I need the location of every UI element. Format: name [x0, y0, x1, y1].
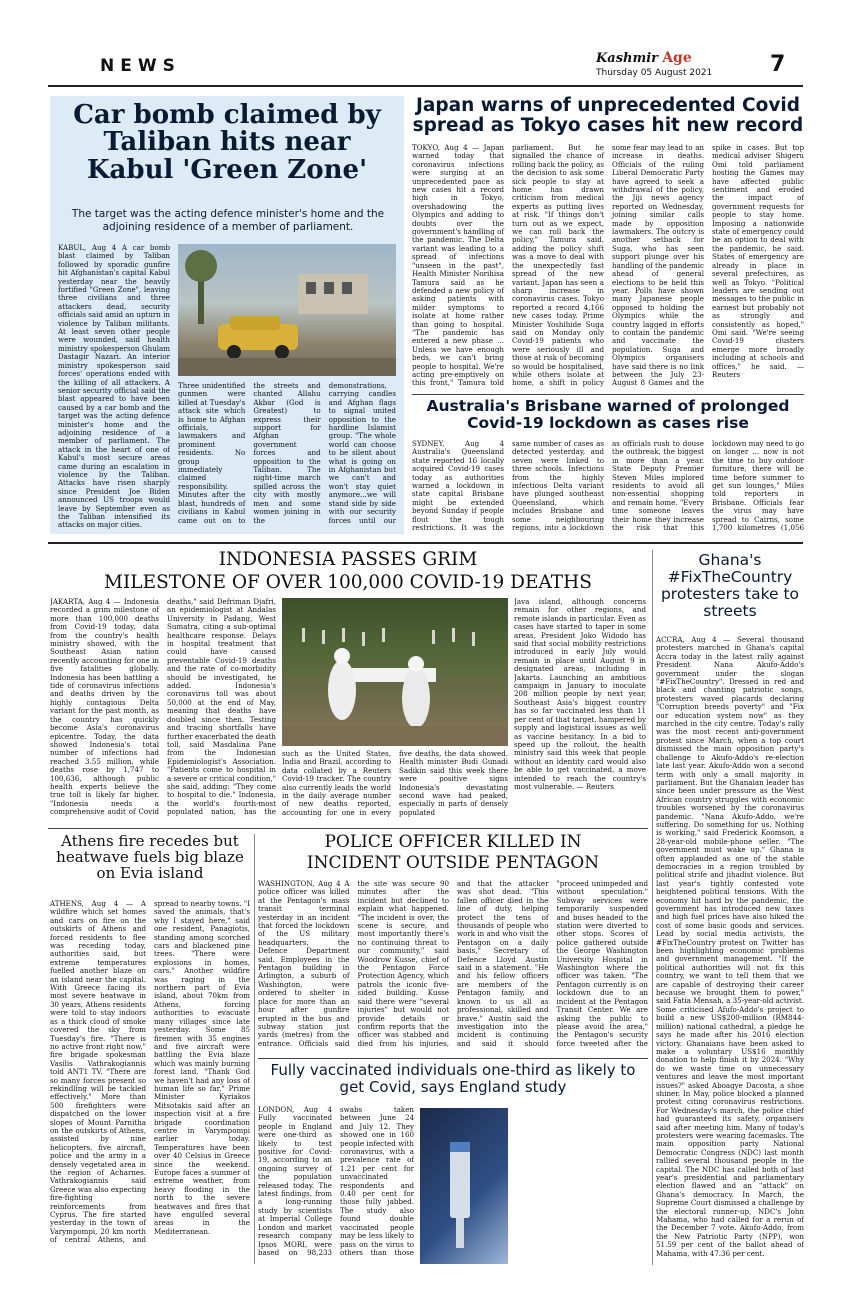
page-number: 7: [770, 52, 786, 77]
vaccine-vial-illustration: [420, 1108, 508, 1264]
kabul-body-left: KABUL, Aug 4 A car bomb blast claimed by Taliban followed by sporadic gunfire hit Afghanistan's capital Kabul yesterday near the heavily fortified "Green Zone", leaving three civilians and three attackers dead, security officials said amid an upturn in violence by Taliban militants. At least seven other people were wounded, said health ministry spokesperson Ghulam Dastagir Nazari. An interior ministry spokesperson said forces' operations ended with the killing of all attackers. A senior security official said the blast appeared to have been caused by a car bomb and the target was the acting defence minister's home and the adjoining residence of a member of parliament. The attack in the heart of one of Kabul's most secure areas came during an escalation in violence by the Taliban. Attacks have risen sharply since President Joe Biden announced US troops would leave by September even as the Taliban intensified its attacks on major cities.: [58, 244, 170, 530]
athens-headline: Athens fire recedes but heatwave fuels big blaze on Evia island: [56, 834, 244, 882]
indonesia-body-left: JAKARTA, Aug 4 — Indonesia recorded a grim milestone of more than 100,000 deaths from Covid-19 today, data from the country's health ministry showed, with the Southeast Asian nation recently accounting for one in five fatalities globally. Indonesia has been battling a tide of coronavirus infections and deaths driven by the highly contagious Delta variant for the past month, as the country has quickly become Asia's coronavirus epicentre. Today, the data showed Indonesia's total number of infections had reached 3.55 million, while deaths rose by 1,747 to 100,636, although public health experts believe the true toll is likely far higher. "Indonesia needs a comprehensive audit of Covid deaths," said Defriman Djafri, an epidemiologist at Andalas University in Padang, West Sumatra, citing a sub-optimal healthcare response. Delays in hospital treatment that could have caused preventable Covid-19 deaths and the rate of co-morbidity should be investigated, he added. Indonesia's coronavirus toll was about 50,000 at the end of May, meaning that deaths have doubled since then. Testing and tracing shortfalls have further exacerbated the death toll, said Masdalina Pane from the Indonesian Epidemiologist's Association. "Patients come to hospital in a severe or critical condition," she said, adding: "They come to hospital to die." Indonesia, the world's fourth-most populated nation, has the: [50, 598, 276, 817]
upper-section-rule: [48, 542, 803, 544]
indonesia-headline-2: MILESTONE OF OVER 100,000 COVID-19 DEATHS: [104, 573, 592, 593]
kabul-story: [50, 96, 404, 534]
ghana-body: ACCRA, Aug 4 — Several thousand protesters marched in Ghana's capital Accra today in the latest rally against President Nana Akufo-Addo's government under the slogan "#FixTheCountry". Dressed in red and black and chanting patriotic songs, protesters waved placards declaring "Corruption breeds poverty" and "Fix our education system now" as they marched in the city centre. Today's rally was the most recent anti-government protest since March, when a top court dismissed the main opposition party's challenge to Akufo-Addo's re-election late last year. Akufo-Addo won a second term with only a small majority in parliament. But the Ghanaian leader has since been under pressure as the West African country struggles with economic troubles worsened by the coronavirus pandemic. "Nana Akufo-Addo, we're suffering. Do something for us. Nothing is working," said Frederick Koomson, a 28-year-old mobile-phone seller. "The government must wake up." Ghana is often applauded as one of the stable democracies in a region troubled by political strife and jihadist violence. But last year's tightly contested vote heightened political tensions. With the economy hit hard by the pandemic, the government has introduced new taxes and high fuel prices have also hiked the cost of some basic goods and services. Lead by social media activists, the #FixTheCountry protest on Twitter has been highlighting economic problems and government management. "If the political authorities will not fix this country, we want to tell them that we are capable of destroying their career because we brought them to power," said Fatia Mensah, a 35-year-old activist. Some criticised Afufo-Addo's project to build a new US$200-million (RM844-million) national cathedral, a pledge he says he made after his 2016 election victory. Ghanaians have been asked to make a voluntary US$16 monthly donation to help finish it by 2024. "Why do we waste time on unnecessary ventures and leave the most important issues?" asked Aboagye Dacosta, a shoe shiner. In May, police blocked a planned protest citing coronavirus restrictions. For Wednesday's march, the police chief had guaranteed its safety, organisers said after meeting him. Many of today's protesters were wearing facemasks. The main opposition party National Democratic Congress (NDC) last month rallied several thousand people in the capital. The NDC has called both of last year's presidential and parliamentary election flawed and an "attack" on Ghana's democracy. In March, the Supreme Court dismissed a challenge by the electoral runner-up, NDC's John Mahama, who had called for a rerun of the December 7 vote. Akufo-Addo, from the New Patriotic Party (NPP), won 51.59 per cent of the ballot ahead of Mahama, with 47.36 per cent.: [656, 636, 804, 1258]
england-photo: [420, 1108, 508, 1264]
pentagon-headline-2: INCIDENT OUTSIDE PENTAGON: [306, 855, 600, 873]
masthead-word-1: Kashmir: [596, 51, 659, 66]
pentagon-rule: [258, 1058, 648, 1059]
england-headline: Fully vaccinated individuals one-third as likely to get Covid, says England study: [270, 1062, 636, 1096]
masthead: [596, 50, 716, 68]
header-rule: [48, 85, 803, 87]
indonesia-photo: [282, 598, 508, 746]
indonesia-headline-1: INDONESIA PASSES GRIM: [218, 550, 478, 570]
pentagon-body: WASHINGTON, Aug 4 A police officer was killed at the Pentagon's mass transit terminal yesterday in an incident that forced the lockdown of the US military headquarters, the Defence Department said. Employees in the Pentagon building in Arlington, a suburb of Washington, were ordered to shelter in place for more than an hour after gunfire erupted in the bus and subway station just yards (metres) from the entrance. Officials said the site was secure 90 minutes after the incident but declined to explain what happened. "The incident is over, the scene is secure, and most importantly there's no continuing threat to our community," said Woodrow Kusse, chief of the Pentagon Force Protection Agency, which patrols the iconic five-sided building. Kusse said there were "several injuries" but would not provide details or confirm reports that the officer was stabbed and died from his injuries, and that the attacker was shot dead. "This fallen officer died in the line of duty, helping protect the tens of thousands of people who work in and who visit the Pentagon on a daily basis," Secretary of Defence Lloyd Austin said in a statement. "He and his fellow officers are members of the Pentagon family, and known to us all as professional, skilled and brave." Austin said the investigation into the incident is continuing and said it should "proceed unimpeded and without speculation." Subway services were temporarily suspended and buses headed to the station were diverted to other stops. Scores of police gathered outside the George Washington University Hospital in Washington where the officer was taken. "The Pentagon currently is on lockdown due to an incident at the Pentagon Transit Center. We are asking the public to please avoid the area," the Pentagon's security force tweeted after the: [258, 880, 648, 1048]
section-label: NEWS: [100, 56, 181, 76]
car-wreck-illustration: [178, 244, 396, 376]
england-body-left: LONDON, Aug 4 Fully vaccinated people in England were one-third as likely to test positive for Covid-19, according to an ongoing survey of the population released today. The latest findings, from a long-running study by scientists at Imperial College London and market research company Ipsos MORI, were based on 98,233 swabs taken between June 24 and July 12. They showed one in 160 people infected with coronavirus, with a prevalence rate of 1.21 per cent for unvaccinated respondents and 0.40 per cent for those fully jabbed. The study also found double vaccinated people may be less likely to pass on the virus to others than those: [258, 1106, 414, 1257]
kabul-subhead: The target was the acting defence minister's home and the adjoining residence of a member of parliament.: [71, 208, 385, 233]
kabul-headline: Car bomb claimed by Taliban hits near Kabul 'Green Zone': [73, 102, 381, 185]
athens-divider: [254, 834, 255, 1264]
ghana-headline: Ghana's #FixTheCountry protesters take to streets: [660, 552, 800, 621]
indonesia-body-mid: such as the United States, India and Brazil, according to data collated by a Reuters Covid-19 tracker. The country also currently leads the world in the daily average number of new deaths reported, accounting for one in every five deaths, the data showed. Health minister Budi Gunadi Sadikin said this week there were positive signs Indonesia's devastating second wave had peaked, especially in parts of densely populated: [282, 750, 508, 817]
japan-rule: [412, 394, 804, 395]
ghana-divider: [652, 550, 653, 1265]
issue-date: Thursday 05 August 2021: [596, 68, 713, 78]
burial-illustration: [282, 598, 508, 746]
japan-headline: Japan warns of unprecedented Covid spread as Tokyo cases hit new record: [412, 96, 804, 137]
brisbane-headline: Australia's Brisbane warned of prolonged Covid-19 lockdown as cases rise: [426, 398, 790, 433]
athens-body: ATHENS, Aug 4 — A wildfire which set homes and cars on fire on the outskirts of Athens and forced residents to flee was receding today, authorities said, but extreme temperatures fuelled another blaze on an island near the capital. With Greece facing its most severe heatwave in 30 years, Athens residents were told to stay indoors as a thick cloud of smoke covered the sky from Tuesday's fire. "There is no active front right now," fire brigade spokesman Vasilis Vathrakogiannis told ANT1 TV. "There are so many forces present so rekindling will be tackled effectively." More than 500 firefighters were dispatched on the lower slopes of Mount Parnitha on the outskirts of Athens, assisted by nine helicopters, five aircraft, police and the army in a densely vegetated area in the region of Acharnes. Vathrakogiannis said Greece was also expecting fire-fighting reinforcements from Cyprus. The fire started yesterday in the town of Varympompi, 20 km north of central Athens, and spread to nearby towns. "I saved the animals, that's why I stayed here," said one resident, Panagiotis, standing among scorched cars and blackened pine trees. "There were explosions in homes, cars." Another wildfire was raging in the northern part of Evia island, about 70km from Athens, forcing authorities to evacuate many villages since late yesterday. Some 85 firemen with 35 engines and five aircraft were battling the Evia blaze which was mainly burning forest land. "Thank God we haven't had any loss of human life so far," Prime Minister Kyriakos Mitsotakis said after an inspection visit at a fire brigade coordination centre in Varympompi earlier today. Temperatures have been over 40 Celsius in Greece since the weekend. Europe faces a summer of extreme weather, from heavy flooding in the north to the severe heatwaves and fires that have engulfed several areas in the Mediterranean.: [50, 900, 250, 1245]
indonesia-body-right: Java island, although concerns remain for other regions, and remote islands in particular. Even as cases have started to taper in some areas, President Joko Widodo has said that social mobility restrictions introduced in early July would remain in place until August 9 in designated areas, including in Jakarta. Launching an ambitious campaign in January to inoculate 208 million people by next year, Southeast Asia's biggest country has so far vaccinated less than 11 per cent of that target, hampered by supply and logistical issues as well as vaccine hesitancy. In a bid to speed up the rollout, the health ministry said this week that people without an identity card would also be able to get vaccinated, a move intended to reach the country's most vulnerable. — Reuters: [514, 598, 646, 791]
kabul-photo: [178, 244, 396, 376]
japan-body: TOKYO, Aug 4 — Japan warned today that coronavirus infections were surging at an unprecedented pace as new cases hit a record high in Tokyo, overshadowing the Olympics and adding to doubts over the government's handling of the pandemic. The Delta variant was leading to a spread of infections "unseen in the past", Health Minister Norihisa Tamura said as he defended a new policy of asking patients with milder symptoms to isolate at home rather than going to hospital. "The pandemic has entered a new phase ... Unless we have enough beds, we can't bring people to hospital. We're acting pre-emptively on this front," Tamura told parliament. But he signalled the chance of rolling back the policy, as the decision to ask some sick people to stay at home has drawn criticism from medical experts as putting lives at risk. "If things don't turn out as we expect, we can roll back the policy," Tamura said, adding the policy shift was a move to deal with the unexpectedly fast spread of the new variant. Japan has seen a sharp increase in coronavirus cases. Tokyo reported a record 4,166 new cases today. Prime Minister Yoshihide Suga said on Monday only Covid-19 patients who were seriously ill and those at risk of becoming so would be hospitalised, while others isolate at home, a shift in policy some fear may lead to an increase in deaths. Officials of the ruling Liberal Democratic Party have agreed to seek a withdrawal of the policy, the Jiji news agency reported on Wednesday, joining similar calls made by opposition lawmakers. The outcry is another setback for Suga, who has seen support plunge over his handling of the pandemic ahead of general elections to be held this year. Polls have shown many Japanese people opposed to holding the Olympics while the country lagged in efforts to contain the pandemic and vaccinate the population. Suga and Olympics organisers have said there is no link between the July 23-August 8 Games and the spike in cases. But top medical adviser Shigeru Omi told parliament hosting the Games may have affected public sentiment and eroded the impact of government requests for people to stay home. Imposing a nationwide state of emergency could be an option to deal with the pandemic, he said. States of emergency are already in place in several prefectures, as well as Tokyo. "Political leaders are sending out messages to the public in earnest but probably not as strongly and consistently as hoped," Omi said. "We're seeing Covid-19 clusters emerge more broadly including at schools and offices," he said. — Reuters: [412, 144, 804, 388]
middle-section-rule: [48, 828, 648, 829]
england-body-right: [514, 1106, 648, 1264]
brisbane-body: SYDNEY, Aug 4 Australia's Queensland state reported 16 locally acquired Covid-19 cases today as authorities warned a lockdown in state capital Brisbane might be extended beyond Sunday if people flout the tough restrictions. It was the same number of cases as detected yesterday, and seven were linked to three schools. Infections from the highly infectious Delta variant have plunged southeast Queensland, which includes Brisbane and some neighbouring regions, into a lockdown as officials rush to douse the outbreak, the biggest in more than a year. State Deputy Premier Steven Miles implored residents to avoid all non-essential shopping and remain home. "Every time someone leaves their home they increase the risk that this lockdown may need to go on longer ... now is not the time to buy outdoor furniture, there will be time before summer to get sun lounges," Miles told reporters in Brisbane. Officials fear the virus may have spread to Cairns, some 1,700 kilometres (1,056: [412, 440, 804, 533]
masthead-word-2: Age: [662, 50, 692, 66]
pentagon-headline-1: POLICE OFFICER KILLED IN: [324, 834, 582, 852]
kabul-body-right: Three unidentified gunmen were killed at Tuesday's attack site which is home to Afghan officials, lawmakers and prominent residents. No group immediately claimed responsibility. Minutes after the blast, hundreds of civilians in Kabul came out on to the streets and chanted Allahu Akbar (God is Greatest) to express their support for Afghan government forces and opposition to the Taliban. The night-time march spilled across the city with mostly men and some women joining in the demonstrations, carrying candles and Afghan flags to signal united opposition to the hardline Islamist group. "The whole world can choose to be silent about what is going on in Afghanistan but we can't and won't stay quiet anymore...we will stand side by side with our security forces until our: [178, 382, 396, 525]
